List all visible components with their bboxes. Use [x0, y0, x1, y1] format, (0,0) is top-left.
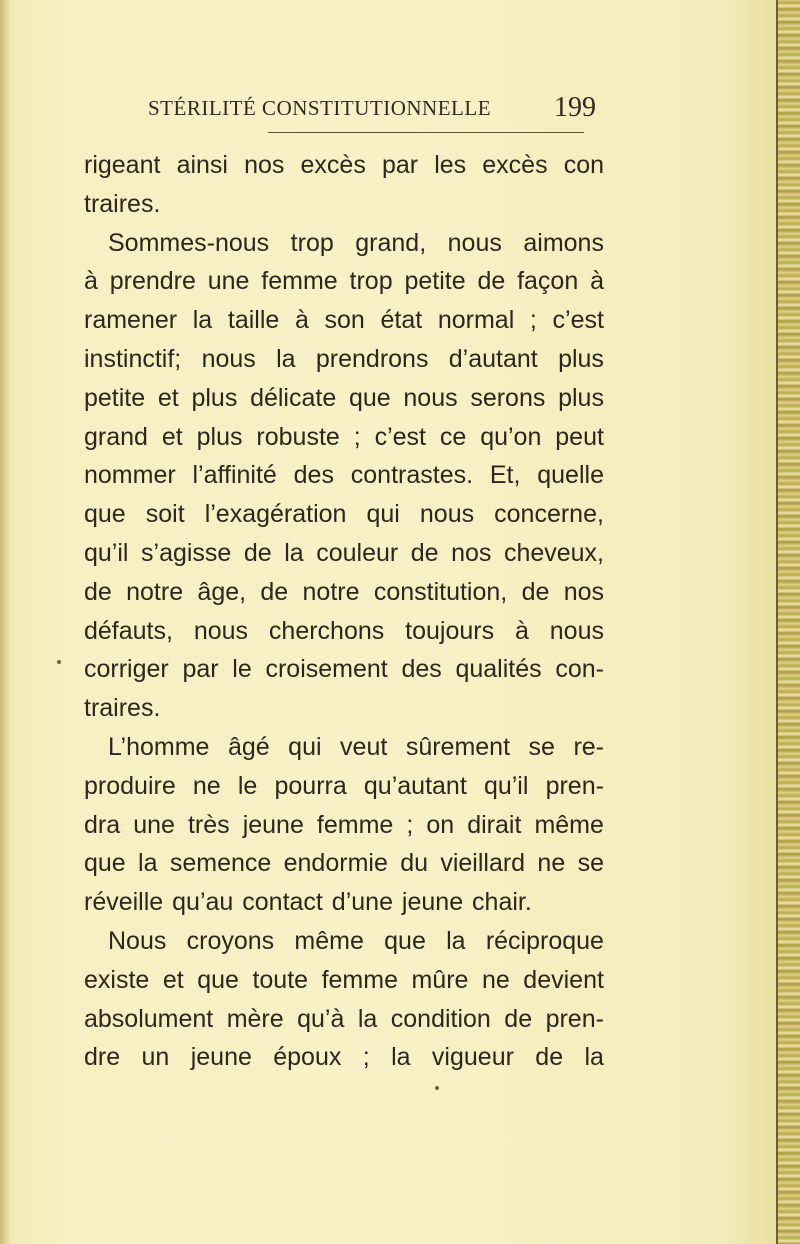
paragraph-start-line: L’homme âgé qui veut sûrement se re-: [108, 732, 604, 761]
text-line: à prendre une femme trop petite de façon à: [84, 267, 604, 296]
text-line: corriger par le croisement des qualités con-: [84, 655, 604, 684]
text-line: de notre âge, de notre constitution, de nos: [84, 577, 604, 606]
text-line: produire ne le pourra qu’autant qu’il pren-: [84, 771, 604, 800]
paper-speck: [435, 1086, 439, 1090]
text-line: traires.: [84, 694, 161, 723]
paragraph-start-line: Nous croyons même que la réciproque: [108, 926, 604, 955]
paper-speck: [57, 660, 61, 664]
text-line: traires.: [84, 189, 161, 218]
text-line: ramener la taille à son état normal ; c’est: [84, 306, 604, 335]
running-title: STÉRILITÉ CONSTITUTIONNELLE: [148, 96, 492, 120]
text-line: qu’il s’agisse de la couleur de nos cheveux,: [84, 538, 604, 567]
text-line: rigeant ainsi nos excès par les excès con: [84, 151, 604, 179]
text-line: existe et que toute femme mûre ne devient: [84, 965, 604, 994]
text-line: que soit l’exagération qui nous concerne,: [84, 500, 604, 529]
header-rule: [268, 132, 584, 133]
text-line: dra une très jeune femme ; on dirait même: [84, 810, 604, 839]
text-line: instinctif; nous la prendrons d’autant plus: [84, 344, 604, 373]
body-text: [84, 146, 604, 1077]
text-line: réveille qu’au contact d’une jeune chair.: [84, 888, 532, 917]
paragraph-start-line: Sommes-nous trop grand, nous aimons: [108, 228, 604, 257]
page-number: 199: [554, 92, 596, 123]
text-line: nommer l’affinité des contrastes. Et, quelle: [84, 461, 604, 490]
text-line: grand et plus robuste ; c’est ce qu’on peut: [84, 422, 604, 451]
text-line: petite et plus délicate que nous serons plus: [84, 383, 604, 412]
text-line: défauts, nous cherchons toujours à nous: [84, 616, 604, 645]
page-edge-stack: [776, 0, 800, 1244]
text-line: absolument mère qu’à la condition de pren-: [84, 1004, 604, 1033]
page-gutter-shadow: [0, 0, 12, 1244]
page-header: [148, 92, 608, 130]
text-line: que la semence endormie du vieillard ne se: [84, 849, 604, 878]
text-line: dre un jeune époux ; la vigueur de la: [84, 1043, 604, 1072]
